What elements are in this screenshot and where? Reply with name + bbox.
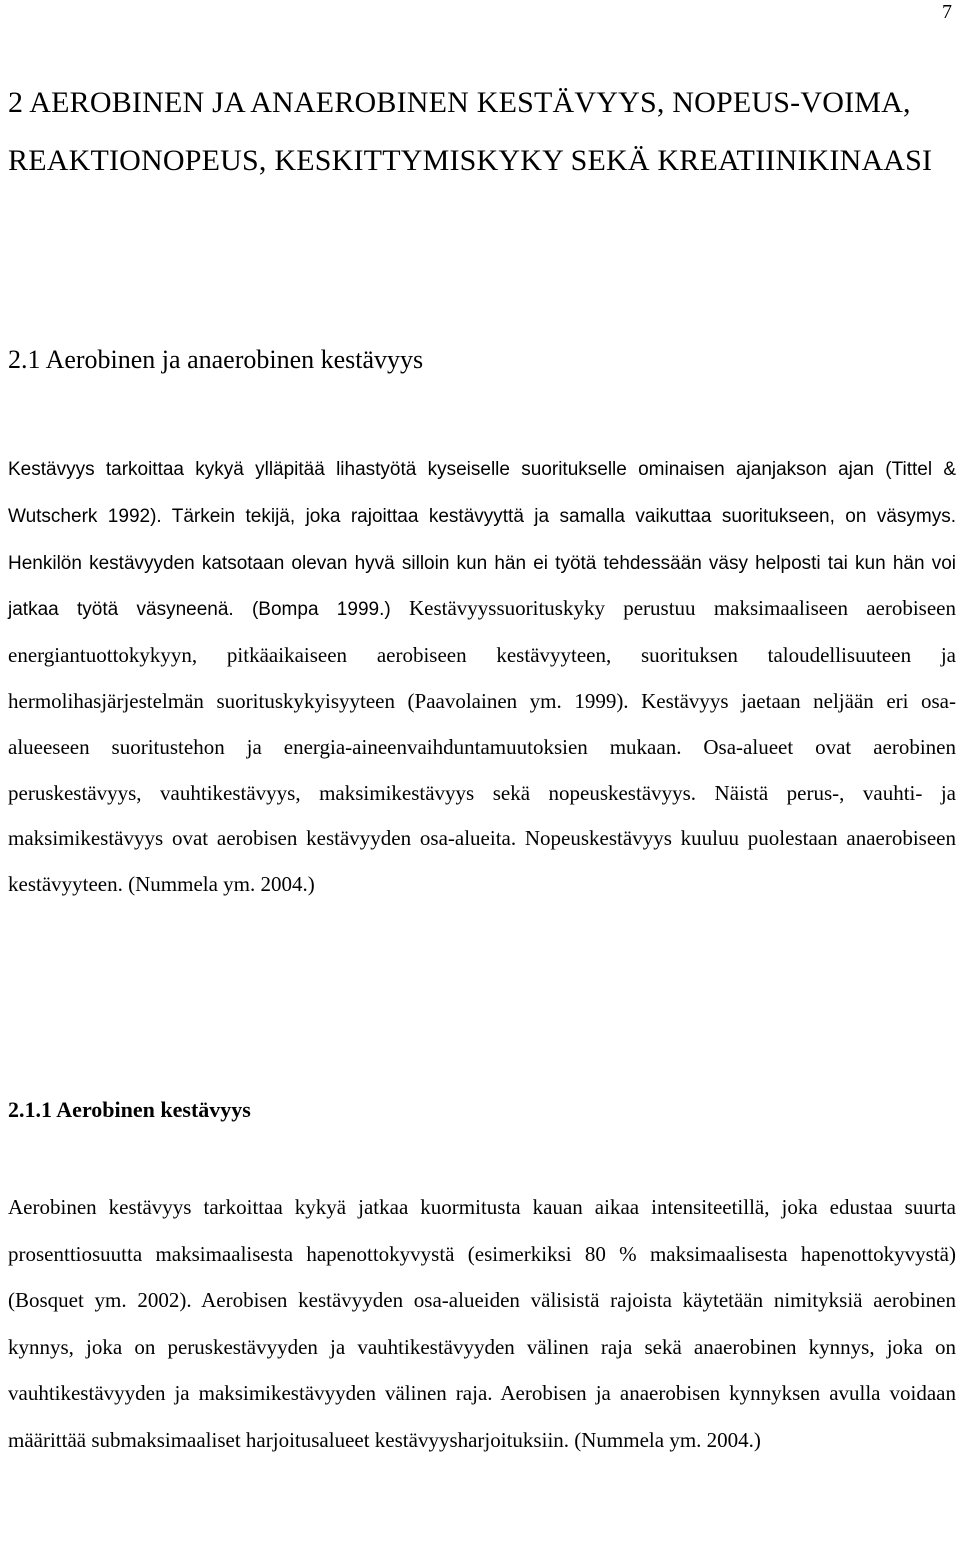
- page-number: 7: [942, 1, 952, 23]
- subsection-heading: 2.1.1 Aerobinen kestävyys: [8, 1097, 251, 1122]
- section-heading: 2.1 Aerobinen ja anaerobinen kestävyys: [8, 345, 424, 374]
- section-paragraph: [8, 446, 956, 908]
- paragraph-text-serif: Kestävyyssuorituskyky perustuu maksimaaliseen aerobiseen energiantuottokykyyn, pitkäaikaiseen aerobiseen kestävyyteen, suorituksen taloudellisuuteen ja hermolihasjärjestelmän suorituskykyisyyteen (Paavolainen ym. 1999). Kestävyys jaetaan neljään eri osa-alueeseen suoritustehon ja energia-aineenvaihduntamuutoksien mukaan. Osa-alueet ovat aerobinen peruskestävyys, vauhtikestävyys, maksimikestävyys sekä nopeuskestävyys. Näistä perus-, vauhti- ja maksimikestävyys ovat aerobisen kestävyyden osa-alueita. Nopeuskestävyys kuuluu puolestaan anaerobiseen kestävyyteen. (Nummela ym. 2004.): [8, 596, 956, 897]
- paragraph-text-sans: Kestävyys tarkoittaa kykyä ylläpitää lihastyötä kyseiselle suoritukselle ominaisen ajanjakson ajan (Tittel & Wutscherk 1992). Tärkein tekijä, joka rajoittaa kestävyyttä ja samalla vaikuttaa suoritukseen, on väsymys. Henkilön kestävyyden katsotaan olevan hyvä silloin kun hän ei työtä tehdessään väsy helposti tai kun hän voi jatkaa työtä väsyneenä. (Bompa 1999.): [8, 459, 956, 621]
- chapter-heading: 2 AEROBINEN JA ANAEROBINEN KESTÄVYYS, NOPEUS-VOIMA, REAKTIONOPEUS, KESKITTYMISKYKY SEKÄ KREATIINIKINAASI: [8, 86, 933, 177]
- subsection-paragraph: Aerobinen kestävyys tarkoittaa kykyä jatkaa kuormitusta kauan aikaa intensiteetillä, joka edustaa suurta prosenttiosuutta maksimaalisesta hapenottokyvystä (esimerkiksi 80 % maksimaalisesta hapenottokyvystä) (Bosquet ym. 2002). Aerobisen kestävyyden osa-alueiden välisistä rajoista käytetään nimityksiä aerobinen kynnys, joka on peruskestävyyden ja vauhtikestävyyden välinen raja sekä anaerobinen kynnys, joka on vauhtikestävyyden ja maksimikestävyyden välinen raja. Aerobisen ja anaerobisen kynnyksen avulla voidaan määrittää submaksimaaliset harjoitusalueet kestävyysharjoituksiin. (Nummela ym. 2004.): [8, 1195, 956, 1452]
